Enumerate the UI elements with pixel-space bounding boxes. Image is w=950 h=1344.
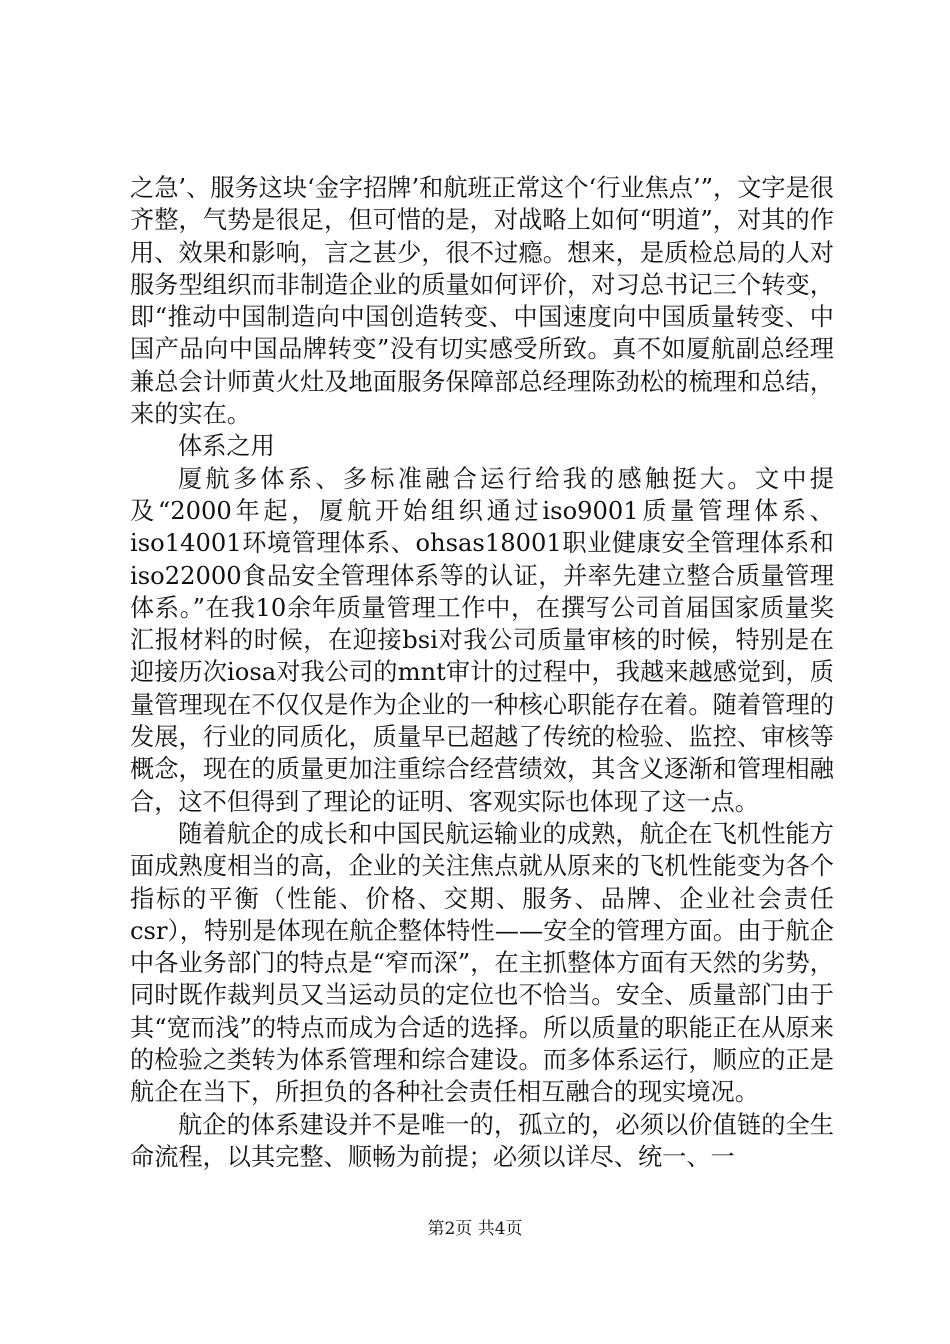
paragraph: 厦航多体系、多标准融合运行给我的感触挺大。文中提及“2000年起，厦航开始组织通过iso9001质量管理体系、iso14001环境管理体系、ohsas18001职业健康安全管理体系和iso22000食品安全管理体系等的认证，并率先建立整合质量管理体系。”在我10余年质量管理工作中，在撰写公司首届国家质量奖汇报材料的时候，在迎接bsi对我公司质量审核的时候，特别是在迎接历次iosa对我公司的mnt审计的过程中，我越来越感觉到，质量管理现在不仅仅是作为企业的一种核心职能存在着。随着管理的发展，行业的同质化，质量早已超越了传统的检验、监控、审核等概念，现在的质量更加注重综合经营绩效，其含义逐渐和管理相融合，这不但得到了理论的证明、客观实际也体现了这一点。	[130, 464, 834, 816]
page-footer: 第2页 共4页	[427, 1219, 523, 1239]
document-body	[130, 172, 834, 1173]
paragraph: 航企的体系建设并不是唯一的，孤立的，必须以价值链的全生命流程，以其完整、顺畅为前提；必须以详尽、统一、一	[130, 1110, 834, 1171]
paragraph: 随着航企的成长和中国民航运输业的成熟，航企在飞机性能方面成熟度相当的高，企业的关注焦点就从原来的飞机性能变为各个指标的平衡（性能、价格、交期、服务、品牌、企业社会责任csr），特别是体现在航企整体特性——安全的管理方面。由于航企中各业务部门的特点是“窄而深”，在主抓整体方面有天然的劣势，同时既作裁判员又当运动员的定位也不恰当。安全、质量部门由于其“宽而浅”的特点而成为合适的选择。所以质量的职能正在从原来的检验之类转为体系管理和综合建设。而多体系运行，顺应的正是航企在当下，所担负的各种社会责任相互融合的现实境况。	[130, 819, 834, 1107]
paragraph-continuation: 之急’、服务这块‘金字招牌’和航班正常这个‘行业焦点’”，文字是很齐整，气势是很足，但可惜的是，对战略上如何“明道”，对其的作用、效果和影响，言之甚少，很不过瘾。想来，是质检总局的人对服务型组织而非制造企业的质量如何评价，对习总书记三个转变，即“推动中国制造向中国创造转变、中国速度向中国质量转变、中国产品向中国品牌转变”没有切实感受所致。真不如厦航副总经理兼总会计师黄火灶及地面服务保障部总经理陈劲松的梳理和总结，来的实在。	[130, 174, 834, 429]
section-heading: 体系之用	[178, 432, 275, 461]
